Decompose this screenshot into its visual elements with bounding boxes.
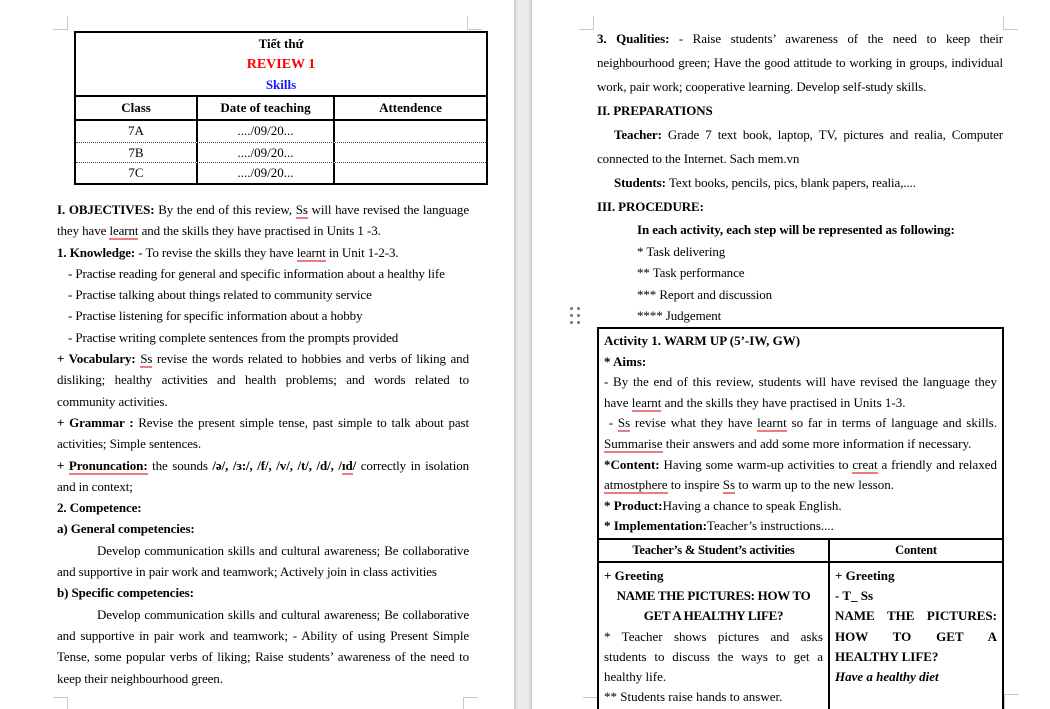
date-cell: ..../09/20... [198,143,335,163]
text-run: Having a chance to speak English. [662,497,842,513]
paragraph [604,586,823,626]
spellcheck-flagged-word: Pronuncation: [68,457,148,473]
paragraph [57,348,469,412]
handle-dot [570,314,573,317]
text-run: * Task delivering [637,243,726,259]
text-boundary-corner-mark [467,16,482,30]
paragraph [597,305,1003,327]
text-run: II. PREPARATIONS [597,103,713,118]
text-boundary-corner-mark [53,697,68,709]
text-run: *** Report and discussion [637,286,773,302]
spellcheck-flagged-word: learnt [631,394,662,410]
paragraph [57,582,469,603]
paragraph [835,606,997,667]
paragraph [597,262,1003,284]
handle-dot [577,321,580,324]
paragraph [835,566,997,586]
spellcheck-flagged-word: learnt [109,223,139,239]
table-header-row [76,97,486,121]
text-boundary-corner-mark [463,697,478,709]
content-cell [830,563,1002,709]
paragraph [604,496,997,517]
paragraph [57,604,469,689]
table-row [76,142,486,163]
paragraph [57,455,469,498]
text-run: - Practise listening for specific information about a hobby [68,308,363,324]
handle-dot [577,307,580,310]
activities-cell [599,563,830,709]
paragraph [835,667,997,687]
text-run: /ə/, /ɜ:/, /f/, /v/, /t/, /d/, / [212,457,342,473]
text-run: correctly in isolation and in context; [57,457,470,494]
text-run: Develop communication skills and cultural awareness; Be collaborative and supportive in pair work and teamwork; - Ability of using Present Simple Tense, some popular verbs of liking; Raise students’ awareness of the need to keep their neighbourhood green. [57,606,469,686]
text-run: + Greeting [835,568,895,583]
handle-dot [570,321,573,324]
text-run: - Practise talking about things related to community service [68,287,372,303]
text-boundary-corner-mark [583,697,598,709]
objectives-section [57,199,469,689]
text-run: By the end of this review, [158,202,296,217]
class-cell: 7A [76,121,198,142]
handle-dot [570,307,573,310]
column-header-date-of-teaching: Date of teaching [198,97,335,119]
spellcheck-flagged-word: learnt [757,415,787,431]
date-cell: ..../09/20... [198,163,335,183]
spellcheck-flagged-word: Ss [617,415,631,431]
text-run: the sounds [147,457,213,473]
table-row [76,121,486,142]
text-run: Develop communication skills and cultural awareness; Be collaborative and supportive in pair work and teamwork; Actively join in class activities [57,542,469,580]
paragraph [597,195,1003,219]
paragraph [57,284,469,305]
attendance-cell [335,121,486,142]
text-run: I. OBJECTIVES: [57,202,159,217]
handle-dot [577,314,580,317]
paragraph [604,455,997,496]
paragraph [604,372,997,413]
paragraph [604,331,997,352]
text-run: and the skills they have practised in Units 1-3. [661,394,906,410]
paragraph [57,263,469,284]
paragraph [57,199,469,242]
text-run: Grade 7 text book, laptop, TV, pictures and realia, Computer connected to the Internet. Sach mem.vn [597,127,1003,166]
attendance-cell [335,143,486,163]
text-run: + [57,457,69,473]
class-cell: 7C [76,163,198,183]
paragraph [57,518,469,539]
text-run: 1. Knowledge: [57,244,139,260]
attendance-cell [335,163,486,183]
lesson-number-line: Tiết thứ [258,36,304,51]
text-run: + Vocabulary: [57,351,141,367]
paragraph [604,352,997,373]
text-run: - Practise reading for general and specific information about a healthy life [68,265,445,281]
text-run: *Content: [604,456,664,472]
text-run: * Teacher shows pictures and asks students to discuss the ways to get a healthy life. [604,628,823,685]
teacher-content-table [597,540,1004,709]
text-run: ** Task performance [637,265,745,281]
text-run: + Greeting [604,568,664,583]
paragraph [597,171,1003,195]
spellcheck-flagged-word: Ss [140,351,153,367]
column-header-class: Class [76,97,198,119]
spellcheck-flagged-word: Summarise [604,435,663,451]
activity-1-cell [599,329,1002,537]
paragraph [57,305,469,326]
text-run: III. PROCEDURE: [597,199,704,214]
text-run: Students: [614,175,669,190]
paragraph [604,566,823,586]
paragraph [597,219,1003,241]
text-run: NAME THE PICTURES: HOW TO GET A HEALTHY LIFE? [835,608,997,664]
text-run: Activity 1. WARM UP (5’-IW, GW) [604,333,801,348]
column-header-content: Content [895,543,937,557]
text-run: Have a healthy diet [835,669,939,685]
paragraph [57,540,469,583]
text-run: to warm up to the new lesson. [735,477,894,493]
text-run: revise the words related to hobbies and verbs of liking and disliking; healthy activities and health problems; and words related to community activities. [57,351,469,409]
paragraph [597,99,1003,123]
text-run: Teacher: [614,127,668,142]
activity-1-box [597,327,1004,540]
spellcheck-flagged-word: Ss [722,477,736,493]
text-boundary-corner-mark [1003,16,1018,30]
spellcheck-flagged-word: learnt [296,244,326,260]
text-run: **** Judgement [637,308,722,324]
page-gap [514,0,532,709]
text-run: * Implementation: [604,518,707,534]
text-run: so far in terms of language and skills. [786,415,997,431]
text-run: * Aims: [604,353,647,369]
text-run: - T_ Ss [835,588,874,604]
drag-handle-dots-icon[interactable] [570,307,580,324]
text-run: a friendly and relaxed [877,456,997,472]
paragraph [604,516,997,537]
table-title-cell [76,33,486,97]
paragraph [604,627,823,688]
paragraph [57,327,469,348]
paragraph [57,497,469,518]
paragraph [835,586,997,606]
column-header-attendance: Attendence [379,100,442,115]
text-run: - [604,415,618,431]
paragraph [57,242,469,263]
text-run: to inspire [667,477,723,493]
text-run: 2. Competence: [57,500,142,516]
text-run: NAME THE PICTURES: HOW TO GET A HEALTHY LIFE? [616,588,811,624]
text-run: - By the end of this review, students will have revised the language they have [604,374,997,410]
preparations-procedure-section [597,27,1003,327]
date-cell: ..../09/20... [198,121,335,142]
text-run: + Grammar : [57,414,139,430]
text-run: In each activity, each step will be represented as following: [637,222,955,237]
column-header-activities: Teacher’s & Student’s activities [599,540,830,561]
text-boundary-corner-mark [1004,694,1019,709]
text-run: and the skills they have practised in Units 1 -3. [138,223,381,239]
skills-subtitle-line: Skills [265,77,297,92]
text-run: - Raise students’ awareness of the need to keep their neighbourhood green; Have the good attitude to working in groups, individual work, pair work; cooperative learning. Develop self-study skills. [597,31,1004,94]
text-run: ** Students raise hands to answer. [604,689,783,705]
text-boundary-corner-mark [579,16,594,30]
text-run: Text books, pencils, pics, blank papers, realia,.... [669,175,916,190]
table-row [76,162,486,183]
text-run: revise what they have [630,415,758,431]
text-run: b) Specific competencies: [57,585,194,601]
lesson-header-table [74,31,488,185]
paragraph [597,123,1003,171]
text-run: 3. Qualities: [597,31,679,46]
review-title-line: REVIEW 1 [246,56,316,72]
text-run: * Product: [604,497,663,513]
text-run: - Practise writing complete sentences from the prompts provided [68,329,399,345]
text-run: Having some warm-up activities to [663,456,853,472]
text-run: will have revised the language they have [57,202,470,239]
text-run: their answers and add some more information if necessary. [662,435,972,451]
text-run: Teacher’s instructions.... [706,518,834,534]
class-cell: 7B [76,143,198,163]
paragraph [604,413,997,454]
text-run: - To revise the skills they have [138,244,297,260]
text-run: in Unit 1-2-3. [325,244,399,260]
spellcheck-flagged-word: Ss [295,202,308,217]
table-header-row [599,540,1002,563]
spellcheck-flagged-word: atmostphere [604,477,668,493]
text-run: Revise the present simple tense, past simple to talk about past activities; Simple sentences. [57,414,469,452]
paragraph [597,27,1003,99]
paragraph [597,284,1003,306]
paragraph [57,412,469,455]
text-boundary-corner-mark [53,16,68,30]
paragraph [597,241,1003,263]
paragraph [604,687,823,707]
text-run: a) General competencies: [57,521,195,537]
text-run: / [352,457,357,473]
table-body-row [599,563,1002,709]
spellcheck-flagged-word: ɪd [341,457,353,473]
spellcheck-flagged-word: creat [852,456,878,472]
